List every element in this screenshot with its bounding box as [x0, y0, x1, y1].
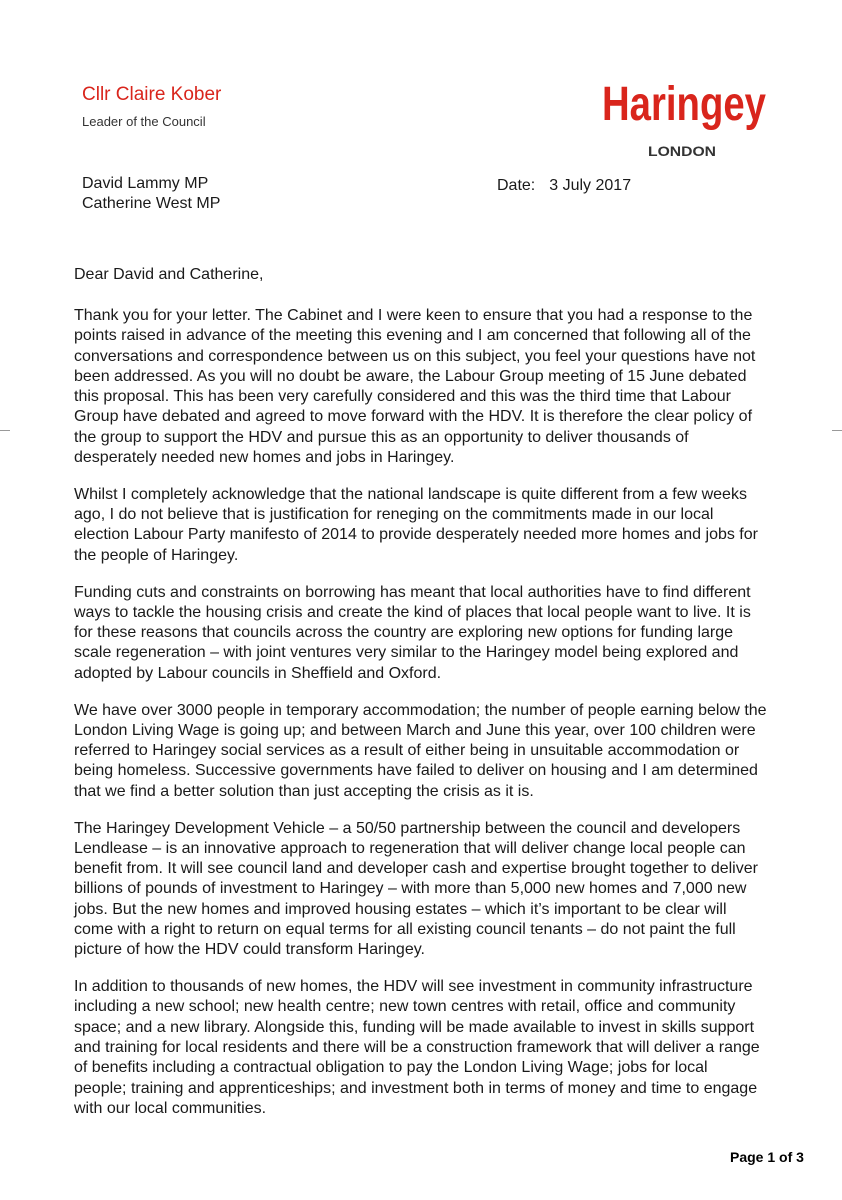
body-paragraph	[74, 583, 774, 684]
letter-date	[497, 177, 631, 195]
text-line: desperately needed new homes and jobs in Haringey.	[74, 449, 455, 467]
text-line: adopted by Labour councils in Sheffield and Oxford.	[74, 664, 442, 682]
text-line: Funding cuts and constraints on borrowing has meant that local authorities have to find different	[74, 583, 751, 601]
text-line: of benefits including a contractual obligation to pay the London Living Wage; jobs for local	[74, 1059, 708, 1077]
text-line: billions of pounds of investment to Haringey – with more than 5,000 new homes and 7,000 new	[74, 880, 747, 898]
fold-mark-right	[832, 430, 842, 431]
text-line: for these reasons that councils across the country are exploring new options for funding large	[74, 624, 734, 642]
text-line: space; and a new library. Alongside this, funding will be made available to invest in skills support	[74, 1018, 755, 1036]
text-line: Thank you for your letter. The Cabinet and I were keen to ensure that you had a response to the	[74, 307, 753, 324]
text-line: being homeless. Successive governments have failed to deliver on housing and I am determined	[74, 762, 758, 780]
recipient-name: David Lammy MP	[82, 175, 209, 192]
page-number: Page 1 of 3	[730, 1149, 804, 1165]
text-line: Whilst I completely acknowledge that the national landscape is quite different from a few weeks	[74, 485, 747, 503]
body-paragraph	[74, 819, 774, 961]
text-line: people; training and apprenticeships; and investment both in terms of money and time to engage	[74, 1079, 758, 1097]
text-line: Lendlease – is an innovative approach to regeneration that will deliver change local people can	[74, 839, 746, 857]
text-line: the people of Haringey.	[74, 546, 239, 564]
text-line: that we find a better solution than just accepting the crisis as it is.	[74, 782, 534, 800]
text-line: including a new school; new health centre; new town centres with retail, office and community	[74, 998, 736, 1016]
text-line: Group have debated and agreed to move forward with the HDV. It is therefore the clear policy of	[74, 408, 753, 426]
text-line: benefit from. It will see council land and developer cash and expertise brought together to deliver	[74, 860, 758, 878]
body-paragraph	[74, 306, 774, 468]
text-line: We have over 3000 people in temporary accommodation; the number of people earning below the	[74, 701, 767, 719]
text-line: the group to support the HDV and pursue this as an opportunity to deliver thousands of	[74, 428, 689, 446]
salutation: Dear David and Catherine,	[74, 266, 264, 283]
logo-subtext: LONDON	[648, 143, 716, 159]
text-line: picture of how the HDV could transform Haringey.	[74, 941, 425, 959]
text-line: this proposal. This has been very carefully considered and this was the third time that Labour	[74, 388, 731, 406]
text-line: with our local communities.	[74, 1099, 267, 1117]
text-line: ways to tackle the housing crisis and create the kind of places that local people want to live. It is	[74, 603, 751, 621]
text-line: points raised in advance of the meeting this evening and I am concerned that following all of the	[74, 327, 751, 345]
text-line: come with a right to return on equal terms for all existing council tenants – do not paint the full	[74, 921, 736, 939]
recipient-block	[82, 174, 220, 214]
text-line: been addressed. As you will no doubt be aware, the Labour Group meeting of 15 June debated	[74, 367, 747, 385]
text-line: conversations and correspondence between us on this subject, you feel your questions have not	[74, 347, 756, 365]
recipient-name: Catherine West MP	[82, 195, 221, 212]
text-line: In addition to thousands of new homes, the HDV will see investment in community infrastructure	[74, 978, 753, 996]
text-line: election Labour Party manifesto of 2014 to provide desperately needed more homes and jobs for	[74, 526, 758, 544]
fold-mark-left	[0, 430, 10, 431]
haringey-logo	[598, 72, 770, 162]
date-value: 3 July 2017	[549, 177, 632, 194]
body-paragraph	[74, 485, 774, 566]
date-label: Date:	[497, 177, 536, 194]
text-line: London Living Wage is going up; and between March and June this year, over 100 children were	[74, 721, 756, 739]
sender-name: Cllr Claire Kober	[82, 84, 222, 105]
text-line: The Haringey Development Vehicle – a 50/50 partnership between the council and developers	[74, 819, 741, 837]
body-paragraph	[74, 977, 774, 1119]
body-paragraph	[74, 701, 774, 802]
text-line: jobs. But the new homes and improved housing estates – which it’s important to be clear will	[74, 900, 727, 918]
text-line: and training for local residents and there will be a construction framework that will deliver a range	[74, 1039, 760, 1056]
sender-role: Leader of the Council	[82, 114, 206, 129]
logo-wordmark: Haringey	[602, 78, 767, 131]
text-line: scale regeneration – with joint ventures very similar to the Haringey model being explored and	[74, 644, 739, 662]
text-line: ago, I do not believe that is justification for reneging on the commitments made in our local	[74, 506, 714, 524]
text-line: referred to Haringey social services as a result of either being in unsuitable accommodation or	[74, 742, 740, 760]
letter-body	[74, 306, 774, 1136]
